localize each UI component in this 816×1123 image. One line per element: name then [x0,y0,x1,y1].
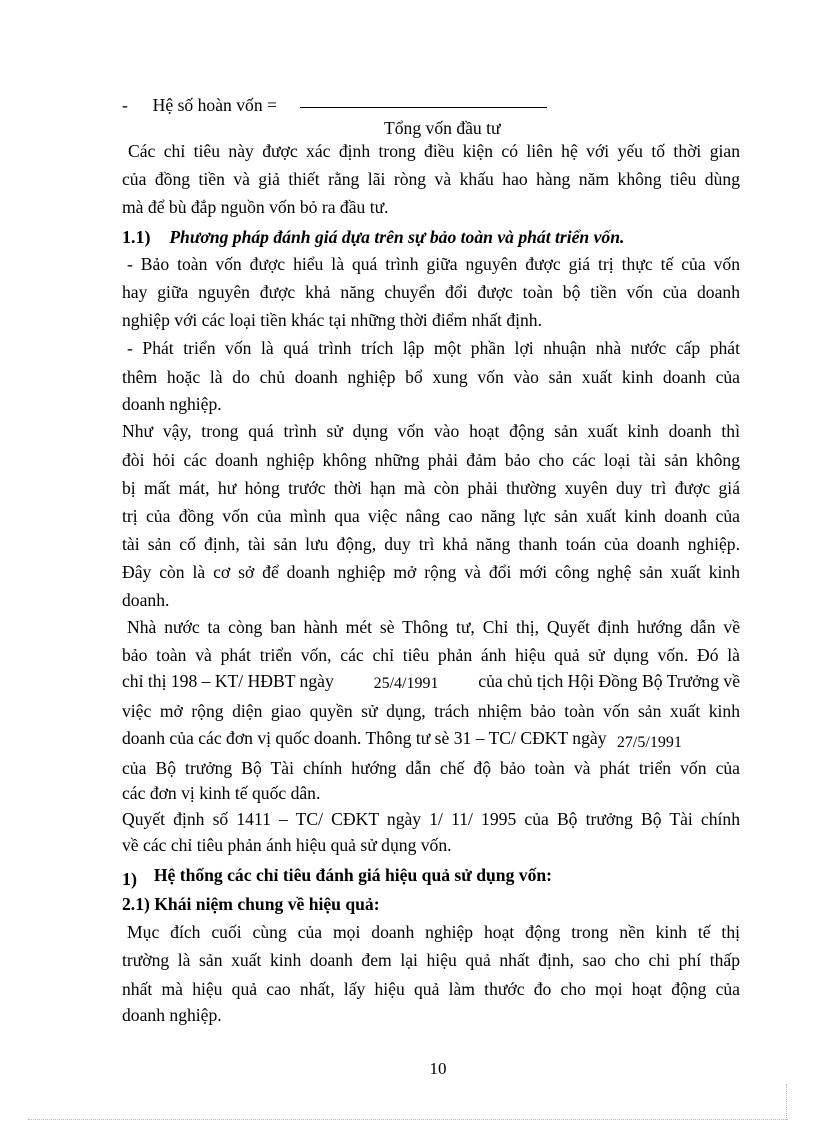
phat-trien-line-2: thêm hoặc là do chủ doanh nghiệp bổ xung vốn vào sản xuất kinh doanh của [122,367,740,387]
nhu-vay-line-2: đòi hỏi các doanh nghiệp không những phải đảm bảo cho các loại tài sản không [122,450,740,470]
heading-1-1-number: 1.1) [122,227,151,247]
nha-nuoc-line-4: việc mở rộng diện giao quyền sử dụng, trách nhiệm bảo toàn vốn sản xuất kinh [122,701,740,721]
nha-nuoc-line-1: Nhà nước ta còng ban hành mét sè Thông tư, Chỉ thị, Quyết định hướng dẫn về [127,617,740,637]
heading-1-1-title: Phương pháp đánh giá dựa trên sự bảo toàn và phát triển vốn. [169,227,625,247]
heading-2-1: 2.1) Khái niệm chung về hiệu quả: [122,894,380,914]
bao-toan-line-2: hay giữa nguyên được khả năng chuyển đổi được toàn bộ tiền vốn của doanh [122,282,740,302]
formula-bullet: - [122,95,128,115]
heading-1 [122,864,740,889]
page-border-right [786,1084,787,1120]
formula-row [122,94,740,116]
heading-1-1 [122,226,740,248]
nha-nuoc-line-5 [122,727,740,751]
nha-nuoc-line-5-a: doanh của các đơn vị quốc doanh. Thông tư sè 31 – TC/ CĐKT ngày [122,728,607,748]
page-border-bottom [28,1119,788,1120]
heading-1-title: Hệ thống các chỉ tiêu đánh giá hiệu quả sử dụng vốn: [153,865,553,885]
muc-dich-line-2: trường là sản xuất kinh doanh đem lại hiệu quả nhất định, sao cho chi phí thấp [122,950,740,970]
formula-label: Hệ số hoàn vốn = [152,95,277,115]
intro-line-3: mà để bù đắp nguồn vốn bỏ ra đầu tư. [122,197,389,217]
nha-nuoc-line-6: của Bộ trưởng Bộ Tài chính hướng dẫn chế độ bảo toàn và phát triển vốn của [122,758,740,778]
nha-nuoc-line-3 [122,670,740,692]
intro-line-2: của đồng tiền và giả thiết rằng lãi ròng và khấu hao hàng năm không tiêu dùng [122,169,740,189]
muc-dich-line-3: nhất mà hiệu quả cao nhất, lấy hiệu quả làm thước đo cho mọi hoạt động của [122,979,740,999]
nhu-vay-line-3: bị mất mát, hư hỏng trước thời hạn mà còn phải thường xuyên duy trì được giá [122,478,740,498]
phat-trien-line-1: - Phát triển vốn là quá trình trích lập một phần lợi nhuận nhà nước cấp phát [127,338,740,358]
page-number: 10 [429,1059,447,1078]
date-25-4-1991: 25/4/1991 [373,675,439,692]
nhu-vay-line-7: doanh. [122,590,170,610]
intro-line-1: Các chỉ tiêu này được xác định trong điều kiện có liên hệ với yếu tố thời gian [128,141,740,161]
nhu-vay-line-1: Như vậy, trong quá trình sử dụng vốn vào hoạt động sản xuất kinh doanh thì [122,421,740,441]
nha-nuoc-line-3-a: chỉ thị 198 – KT/ HĐBT ngày [122,671,334,691]
bao-toan-line-3: nghiệp với các loại tiền khác tại những thời điểm nhất định. [122,310,542,330]
nha-nuoc-line-7: các đơn vị kinh tế quốc dân. [122,783,321,803]
date-27-5-1991: 27/5/1991 [616,734,682,751]
formula-denominator: Tổng vốn đầu tư [384,118,501,138]
nhu-vay-line-5: tài sản cố định, tài sản lưu động, duy trì khả năng thanh toán của doanh nghiệp. [122,534,740,554]
nha-nuoc-line-2: bảo toàn và phát triển vốn, các chỉ tiêu phản ánh hiệu quả sử dụng vốn. Đó là [122,645,740,665]
nhu-vay-line-6: Đây còn là cơ sở để doanh nghiệp mở rộng và đổi mới công nghệ sản xuất kinh [122,562,740,582]
muc-dich-line-4: doanh nghiệp. [122,1005,222,1025]
phat-trien-line-3: doanh nghiệp. [122,394,222,414]
quyet-dinh-line-1: Quyết định số 1411 – TC/ CĐKT ngày 1/ 11/ 1995 của Bộ trưởng Bộ Tài chính [122,809,740,829]
heading-1-number: 1) [122,869,137,889]
muc-dich-line-1: Mục đích cuối cùng của mọi doanh nghiệp hoạt động trong nền kinh tế thị [127,922,740,942]
bao-toan-line-1: - Bảo toàn vốn được hiểu là quá trình giữa nguyên được giá trị thực tế của vốn [127,254,740,274]
nha-nuoc-line-3-b: của chủ tịch Hội Đồng Bộ Trưởng về [478,671,740,691]
nhu-vay-line-4: trị của đồng vốn của mình qua việc nâng cao năng lực sản xuất kinh doanh của [122,506,740,526]
fraction-bar [300,107,547,108]
quyet-dinh-line-2: về các chỉ tiêu phản ánh hiệu quả sử dụng vốn. [122,835,452,855]
